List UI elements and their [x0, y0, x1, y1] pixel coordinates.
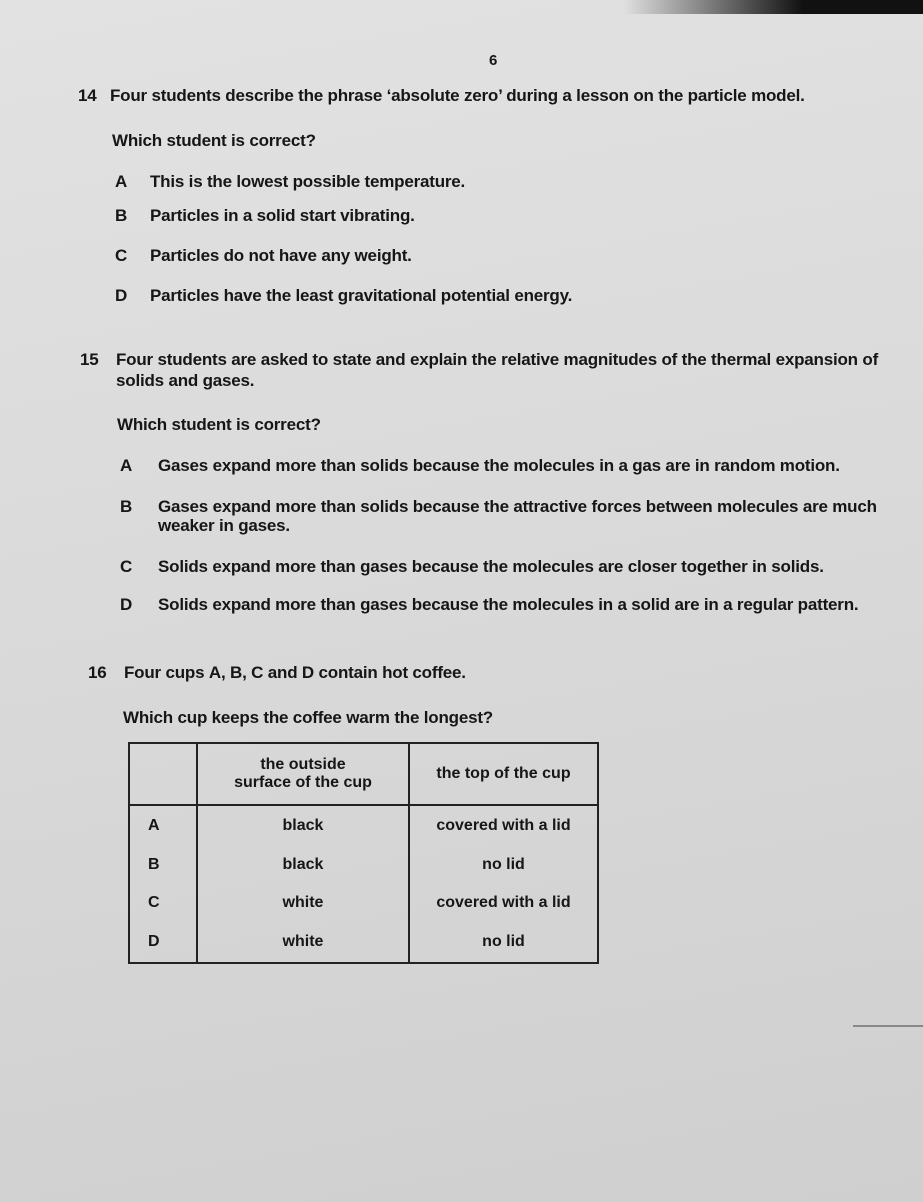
top-cell: no lid [409, 922, 598, 963]
top-cell: covered with a lid [409, 805, 598, 846]
top-cell: covered with a lid [409, 884, 598, 922]
surface-cell: white [197, 884, 409, 922]
cup-label: C [129, 884, 197, 922]
surface-cell: white [197, 922, 409, 963]
cup-label: A [129, 805, 197, 846]
table-row [129, 805, 598, 846]
surface-cell: black [197, 805, 409, 846]
q15-stem-line2: solids and gases. [116, 371, 255, 390]
cup-label: D [129, 922, 197, 963]
table-row [129, 846, 598, 884]
q15-stem-line1: Four students are asked to state and explain the relative magnitudes of the thermal expansion of [116, 350, 879, 369]
q15-option-c-text[interactable]: Solids expand more than gases because the molecules are closer together in solids. [158, 557, 824, 576]
q16-number: 16 [88, 663, 107, 682]
q16-stem: Four cups A, B, C and D contain hot coffee. [124, 663, 466, 682]
header-top: the top of the cup [409, 743, 598, 805]
q15-option-a-text[interactable]: Gases expand more than solids because the molecules in a gas are in random motion. [158, 456, 840, 475]
q15-option-a-letter[interactable]: A [120, 456, 133, 475]
page-number: 6 [489, 52, 498, 69]
q14-option-b-letter[interactable]: B [115, 206, 128, 225]
q15-prompt: Which student is correct? [117, 415, 321, 434]
table-header-row [129, 743, 598, 805]
q15-option-c-letter[interactable]: C [120, 557, 133, 576]
q14-option-a-letter[interactable]: A [115, 172, 128, 191]
q14-option-d-letter[interactable]: D [115, 286, 128, 305]
table-row [129, 884, 598, 922]
q16-prompt: Which cup keeps the coffee warm the longest? [123, 708, 493, 727]
q15-option-d-text[interactable]: Solids expand more than gases because the molecules in a solid are in a regular pattern. [158, 595, 859, 614]
q15-option-b-text[interactable]: Gases expand more than solids because the attractive forces between molecules are much [158, 497, 877, 516]
cups-table [128, 742, 599, 964]
header-surface: the outside surface of the cup [197, 743, 409, 805]
q14-stem: Four students describe the phrase ‘absolute zero’ during a lesson on the particle model. [110, 86, 805, 105]
header-empty-cell [129, 743, 197, 805]
q14-option-a-text[interactable]: This is the lowest possible temperature. [150, 172, 466, 191]
page-edge-line [853, 1025, 923, 1027]
q14-number: 14 [78, 86, 97, 105]
cup-label: B [129, 846, 197, 884]
q15-number: 15 [80, 350, 99, 369]
top-cell: no lid [409, 846, 598, 884]
q14-option-c-text[interactable]: Particles do not have any weight. [150, 246, 412, 265]
table-row [129, 922, 598, 963]
q15-option-d-letter[interactable]: D [120, 595, 133, 614]
q15-option-b-text-line2[interactable]: weaker in gases. [158, 516, 290, 535]
q14-option-d-text[interactable]: Particles have the least gravitational potential energy. [150, 286, 573, 305]
q14-option-c-letter[interactable]: C [115, 246, 128, 265]
q15-option-b-letter[interactable]: B [120, 497, 133, 516]
q14-option-b-text[interactable]: Particles in a solid start vibrating. [150, 206, 415, 225]
surface-cell: black [197, 846, 409, 884]
screen-bezel [623, 0, 923, 14]
q14-prompt: Which student is correct? [112, 131, 316, 150]
